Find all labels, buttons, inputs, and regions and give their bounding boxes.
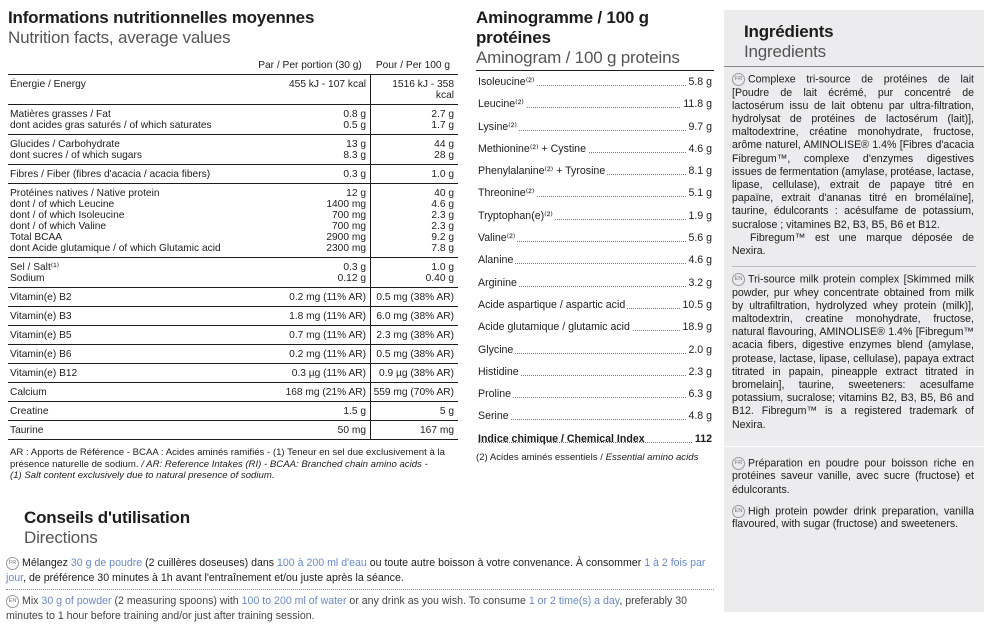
ingredients-fr-text: Complexe tri-source de protéines de lait [Poudre de lait écrémé, pur concentré de lactosérum issu de lait obtenu par ultra-filtration, hydrolysat de protéines de lactosérum (lait)], maltodextrine, créatine monohydrate, fructose, arôme naturel, AMINOLISE® 1.4% [Fibres d'acacia Fibregum™, complexe d'enzymes digestives issues de fermentation (amylase, protéase, lactase, lipase, cellulase), extrait de papaye titré en papaïne, extrait d'ananas titré en bromélaïne], taurine, édulcorants : acésulfame de potassium, sucralose ; vitamines B2, B3, B5, B6 et B12.: [732, 73, 975, 231]
nutrition-row: [8, 421, 458, 440]
nutrition-per100: 1.0 g 0.40 g: [371, 258, 459, 288]
aminogram-label: Lysine⁽²⁾: [478, 120, 517, 133]
nutrition-label: Fibres / Fiber (fibres d'acacia / acacia fibers): [8, 165, 252, 184]
chemical-index-row: [476, 428, 714, 450]
aminogram-value: 4.6 g: [688, 142, 712, 155]
nutrition-per100: 40 g 4.6 g 2.3 g 2.3 g 9.2 g 7.8 g: [371, 184, 459, 258]
aminogram-row: [476, 272, 714, 294]
nutrition-per100: 44 g 28 g: [371, 135, 459, 165]
nutrition-per100: 0.5 mg (38% AR): [371, 288, 459, 307]
fr-badge-icon-3: FR: [6, 557, 19, 570]
nutrition-label: Vitamin(e) B3: [8, 307, 252, 326]
nutrition-row: [8, 307, 458, 326]
ingredients-en: [724, 267, 984, 432]
nutrition-label: Protéines natives / Native protein dont / of which Leucine dont / of which Isoleucine dont / of which Valine Total BCAA dont Acide glutamique / of which Glutamic acid: [8, 184, 252, 258]
aminogram-row: [476, 227, 714, 249]
prep-fr: [724, 447, 984, 497]
directions-en: EN Mix 30 g of powder (2 measuring spoons) with 100 to 200 ml of water or any drink as you wish. To consume 1 or 2 time(s) a day, preferably 30 minutes to 1 hour before training and/or just after training session.: [6, 595, 688, 622]
aminogram-value: 11.8 g: [683, 98, 712, 111]
nutrition-row: [8, 326, 458, 345]
nutrition-row: [8, 383, 458, 402]
nutrition-label: Taurine: [8, 421, 252, 440]
ingredients-title: Ingrédients: [744, 22, 834, 41]
aminogram-row: [476, 116, 714, 138]
nutrition-label: Sel / Salt⁽¹⁾ Sodium: [8, 258, 252, 288]
nutrition-label: Glucides / Carbohydrate dont sucres / of which sugars: [8, 135, 252, 165]
aminogram-value: 5.8 g: [688, 76, 712, 88]
nutrition-portion: 455 kJ - 107 kcal: [252, 75, 371, 105]
aminogram-value: 6.3 g: [688, 388, 712, 401]
nutrition-subtitle: Nutrition facts, average values: [8, 28, 231, 47]
aminogram-label: Leucine⁽²⁾: [478, 98, 524, 111]
ingredients-panel: [724, 10, 984, 612]
aminogram-value: 2.3 g: [688, 365, 712, 378]
nutrition-row: [8, 165, 458, 184]
aminogram-value: 4.6 g: [688, 254, 712, 267]
nutrition-portion: 13 g 8.3 g: [252, 135, 371, 165]
nutrition-portion: 0.2 mg (11% AR): [252, 345, 371, 364]
aminogram-row: [476, 361, 714, 383]
aminogram-label: Proline: [478, 388, 511, 401]
aminogram-value: 1.9 g: [688, 209, 712, 222]
nutrition-per100: 0.5 mg (38% AR): [371, 345, 459, 364]
nutrition-portion: 1.8 mg (11% AR): [252, 307, 371, 326]
nutrition-portion: 0.8 g 0.5 g: [252, 105, 371, 135]
aminogram-value: 5.1 g: [688, 187, 712, 200]
aminogram-value: 2.0 g: [688, 343, 712, 356]
aminogram-row: [476, 316, 714, 338]
nutrition-row: [8, 258, 458, 288]
aminogram-label: Acide aspartique / aspartic acid: [478, 298, 626, 311]
nutrition-portion: 12 g 1400 mg 700 mg 700 mg 2900 mg 2300 mg: [252, 184, 371, 258]
footnote-fr: AR : Apports de Référence - BCAA : Acides aminés ramifiés - (1) Teneur en sel due exclusivement à la présence naturelle de sodium.: [10, 447, 445, 470]
nutrition-row: [8, 364, 458, 383]
nutrition-row: [8, 288, 458, 307]
aminogram-row: [476, 182, 714, 204]
nutrition-label: Vitamin(e) B5: [8, 326, 252, 345]
aminogram-label: Valine⁽²⁾: [478, 232, 516, 245]
footnote-en2: (1) Salt content exclusively due to natural presence of sodium.: [10, 470, 275, 481]
ingredients-fr: [724, 67, 984, 258]
chemical-index-label: Indice chimique / Chemical Index: [478, 432, 645, 445]
nutrition-header-row: [8, 58, 458, 74]
aminogram-row: [476, 160, 714, 182]
nutrition-row: [8, 75, 458, 105]
nutrition-title: Informations nutritionnelles moyennes: [8, 8, 315, 27]
aminogram-row: [476, 383, 714, 405]
aminogram-label: Arginine: [478, 276, 517, 289]
nutrition-label: Creatine: [8, 402, 252, 421]
nutrition-portion: 0.3 g: [252, 165, 371, 184]
aminogram-label: Isoleucine⁽²⁾: [478, 76, 535, 88]
prep-en-text: High protein powder drink preparation, vanilla flavoured, with sugar (fructose) and sweeteners.: [732, 505, 974, 531]
nutrition-row: [8, 105, 458, 135]
nutrition-label: Vitamin(e) B6: [8, 345, 252, 364]
prep-fr-text: Préparation en poudre pour boisson riche en protéines saveur vanille, avec sucre (fructose) et édulcorants.: [732, 457, 974, 496]
nutrition-row: [8, 402, 458, 421]
nutrition-per100: 0.9 µg (38% AR): [371, 364, 459, 383]
directions-subtitle: Directions: [24, 528, 98, 547]
nutrition-label: Matières grasses / Fat dont acides gras saturés / of which saturates: [8, 105, 252, 135]
nutrition-portion: 168 mg (21% AR): [252, 383, 371, 402]
aminogram-value: 4.8 g: [688, 410, 712, 423]
nutrition-per100: 559 mg (70% AR): [371, 383, 459, 402]
aminogram-value: 10.5 g: [682, 298, 712, 311]
aminogram-label: Methionine⁽²⁾ + Cystine: [478, 142, 586, 155]
aminogram-row: [476, 71, 714, 93]
aminogram-row: [476, 249, 714, 271]
header-per-portion: Par / Per portion (30 g): [258, 60, 362, 71]
aminogram-label: Acide glutamique / glutamic acid: [478, 321, 630, 334]
nutrition-per100: 2.3 mg (38% AR): [371, 326, 459, 345]
aminogram-title: Aminogramme / 100 g protéines: [476, 8, 649, 47]
aminogram-label: Histidine: [478, 365, 519, 378]
aminogram-row: [476, 138, 714, 160]
ingredients-subtitle: Ingredients: [744, 42, 826, 61]
nutrition-portion: 1.5 g: [252, 402, 371, 421]
aminogram-row: [476, 339, 714, 361]
aminogram-value: 9.7 g: [688, 120, 712, 133]
nutrition-portion: 50 mg: [252, 421, 371, 440]
nutrition-section: [8, 8, 458, 440]
aminogram-value: 8.1 g: [688, 165, 712, 178]
nutrition-body: [8, 74, 458, 440]
aminogram-row: [476, 294, 714, 316]
nutrition-row: [8, 345, 458, 364]
nutrition-per100: 5 g: [371, 402, 459, 421]
fr-badge-icon-2: FR: [732, 457, 745, 470]
aminogram-label: Phenylalanine⁽²⁾ + Tyrosine: [478, 165, 606, 178]
nutrition-portion: 0.3 µg (11% AR): [252, 364, 371, 383]
aminogram-subtitle: Aminogram / 100 g proteins: [476, 48, 714, 71]
ingredients-en-text: Tri-source milk protein complex [Skimmed milk powder, pur whey concentrate obtained from milk by ultrafiltration, hydrolyzed whey protein (milk)], maltodextrin, creatine monohydrate, fructose, natural flavouring, AMINOLISE® 1.4% [Fibregum™ acacia fibers, digestive enzymes blend (amylase, protease, lactase, lipase, cellulase), papaya extract titrated in papain, pineapple extract titrated in bromelain], taurine, sweeteners: acesulfame potassium, sucralose; vitamins B2, B3, B5, B6 and B12. Fibregum™ is a registered trademark of Nexira.: [732, 273, 974, 431]
nutrition-label: Vitamin(e) B2: [8, 288, 252, 307]
nutrition-portion: 0.7 mg (11% AR): [252, 326, 371, 345]
aminogram-label: Threonine⁽²⁾: [478, 187, 535, 200]
header-per-100g: Pour / Per 100 g: [375, 60, 451, 71]
aminogram-label: Glycine: [478, 343, 514, 356]
nutrition-per100: 2.7 g 1.7 g: [371, 105, 459, 135]
footnote-en1: / AR: Reference Intakes (RI) - BCAA: Branched chain amino acids -: [141, 458, 428, 470]
aminogram-list: [476, 71, 714, 428]
aminogram-row: [476, 405, 714, 427]
nutrition-portion: 0.3 g 0.12 g: [252, 258, 371, 288]
aminogram-note: (2) Acides aminés essentiels / Essential amino acids: [476, 452, 699, 464]
nutrition-label: Énergie / Energy: [8, 75, 252, 105]
ingredients-fr-trademark: Fibregum™ est une marque déposée de Nexira.: [732, 231, 974, 257]
aminogram-label: Alanine: [478, 254, 514, 267]
aminogram-row: [476, 93, 714, 115]
aminogram-value: 5.6 g: [688, 232, 712, 245]
aminogram-value: 18.9 g: [682, 321, 712, 334]
nutrition-table: [8, 58, 458, 74]
directions-fr: FR Mélangez 30 g de poudre (2 cuillères doseuses) dans 100 à 200 ml d'eau ou toute autre boisson à votre convenance. À consommer 1 à 2 fois par jour, de préférence 30 minutes à 1h avant l'entraînement et/ou juste après la séance.: [6, 556, 714, 590]
en-badge-icon-3: EN: [6, 595, 19, 608]
prep-en: [724, 497, 984, 532]
nutrition-row: [8, 184, 458, 258]
nutrition-per100: 1.0 g: [371, 165, 459, 184]
aminogram-label: Tryptophan(e)⁽²⁾: [478, 209, 553, 222]
nutrition-row: [8, 135, 458, 165]
en-badge-icon: EN: [732, 273, 745, 286]
nutrition-footnote: [10, 447, 450, 482]
directions-title: Conseils d'utilisation: [24, 508, 190, 527]
nutrition-label: Vitamin(e) B12: [8, 364, 252, 383]
fr-badge-icon: FR: [732, 73, 745, 86]
aminogram-label: Serine: [478, 410, 509, 423]
nutrition-portion: 0.2 mg (11% AR): [252, 288, 371, 307]
directions-section: [6, 508, 714, 623]
aminogram-section: [476, 8, 714, 463]
aminogram-value: 3.2 g: [688, 276, 712, 289]
nutrition-per100: 1516 kJ - 358 kcal: [371, 75, 459, 105]
nutrition-per100: 6.0 mg (38% AR): [371, 307, 459, 326]
en-badge-icon-2: EN: [732, 505, 745, 518]
nutrition-label: Calcium: [8, 383, 252, 402]
nutrition-per100: 167 mg: [371, 421, 459, 440]
chemical-index-value: 112: [694, 432, 712, 445]
aminogram-row: [476, 205, 714, 227]
